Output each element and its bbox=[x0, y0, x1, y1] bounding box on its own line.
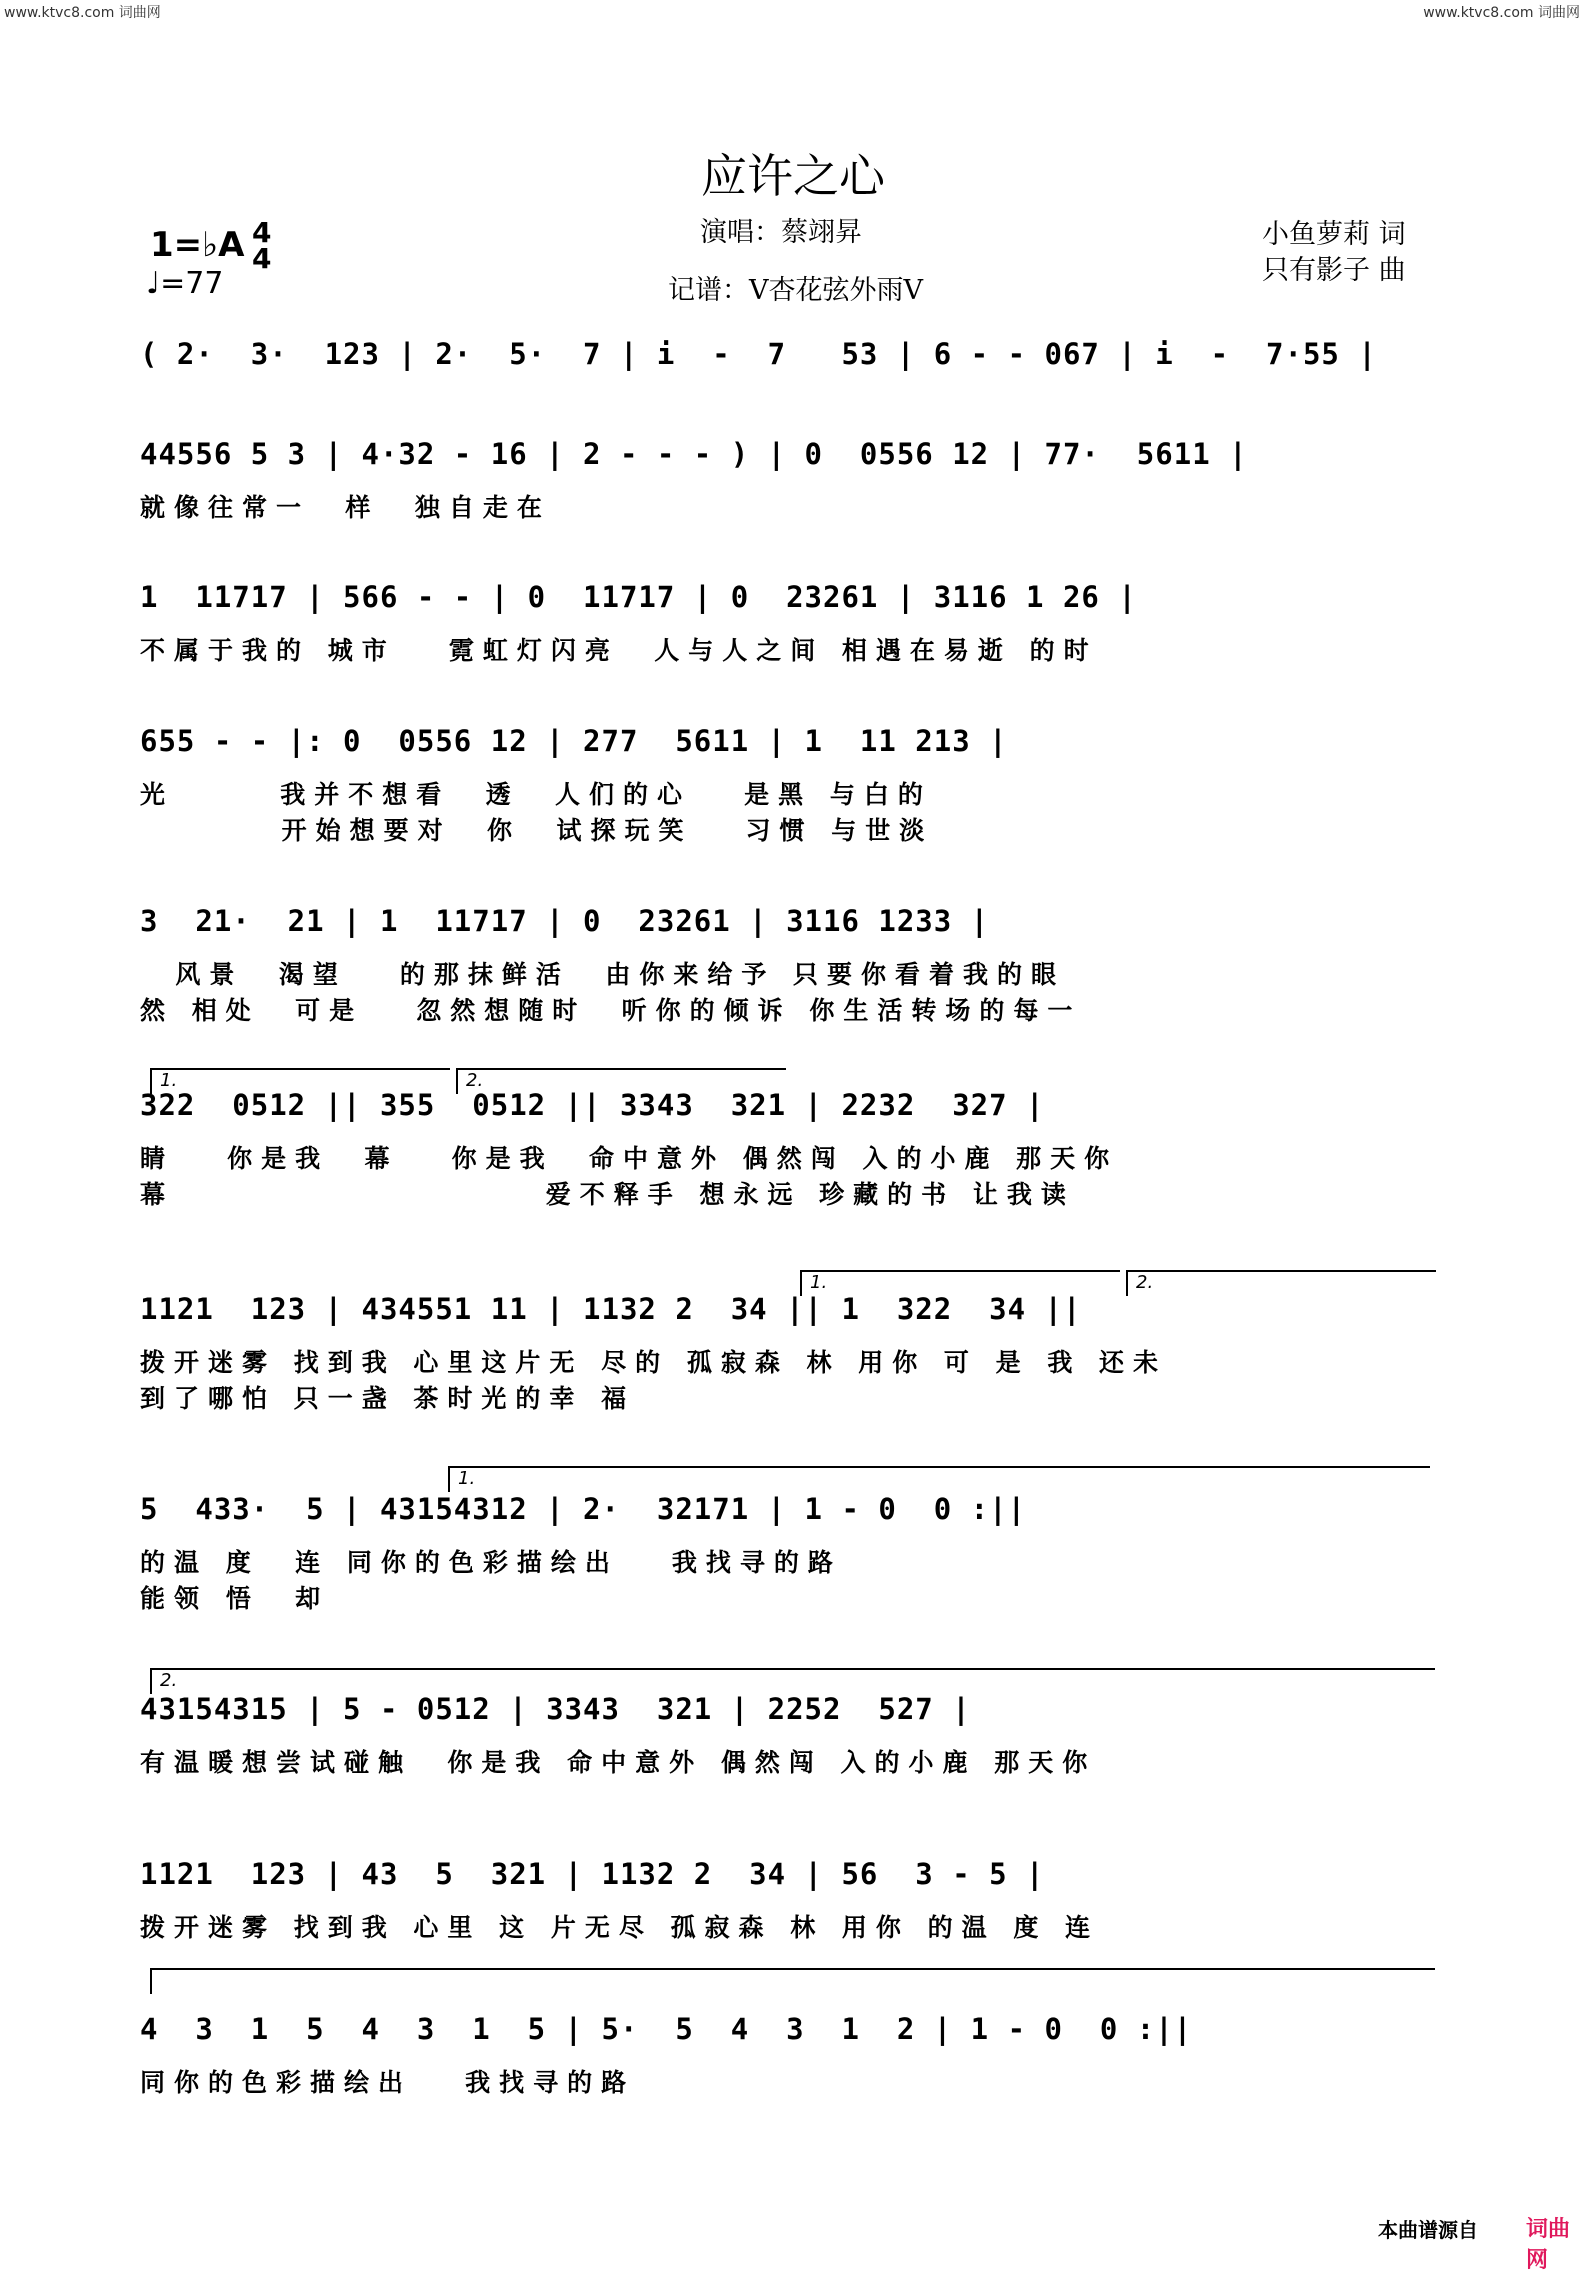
lyrics-verse-1: 不属于我的 城市 霓虹灯闪亮 人与人之间 相遇在易逝 的时 bbox=[140, 636, 1098, 665]
key-signature: 1=♭A bbox=[150, 225, 245, 265]
jianpu-notes: 655 - - |: 0 0556 12 | 277 5611 | 1 11 213 | bbox=[140, 724, 1008, 758]
jianpu-notes: 1 11717 | 566 - - | 0 11717 | 0 23261 | 3116 1 26 | bbox=[140, 580, 1137, 614]
lyrics-verse-1: 风景 渴望 的那抹鲜活 由你来给予 只要你看着我的眼 bbox=[140, 960, 1066, 989]
footer-source: 本曲谱源自 bbox=[1378, 2218, 1478, 2242]
lyricist-credit: 小鱼萝莉 词 bbox=[1262, 219, 1406, 250]
lyrics-verse-1: 拨开迷雾 找到我 心里这片无 尽的 孤寂森 林 用你 可 是 我 还未 bbox=[140, 1348, 1168, 1377]
volta-first-1: 1. bbox=[150, 1068, 450, 1094]
lyrics-verse-2: 幕 爱不释手 想永远 珍藏的书 让我读 bbox=[140, 1180, 1075, 1209]
lyrics-verse-1: 光 我并不想看 透 人们的心 是黑 与白的 bbox=[140, 780, 932, 809]
jianpu-notes: 44556 5 3 | 4·32 - 16 | 2 - - - ) | 0 0556 12 | 77· 5611 | bbox=[140, 437, 1248, 471]
lyrics-verse-1: 睛 你是我 幕 你是我 命中意外 偶然闯 入的小鹿 那天你 bbox=[140, 1144, 1119, 1173]
lyrics-verse-1: 有温暖想尝试碰触 你是我 命中意外 偶然闯 入的小鹿 那天你 bbox=[140, 1748, 1097, 1777]
site-watermark-left: www.ktvc8.com 词曲网 bbox=[4, 5, 161, 21]
lyrics-verse-1: 就像往常一 样 独自走在 bbox=[140, 493, 551, 522]
jianpu-notes: 3 21· 21 | 1 11717 | 0 23261 | 3116 1233 | bbox=[140, 904, 990, 938]
site-watermark-right: www.ktvc8.com 词曲网 bbox=[1423, 5, 1580, 21]
transcriber-credit: 记谱：V杏花弦外雨V bbox=[668, 275, 923, 306]
lyrics-verse-2: 到了哪怕 只一盏 茶时光的幸 福 bbox=[140, 1384, 636, 1413]
footer-logo: 词曲网 bbox=[1526, 2217, 1571, 2273]
composer-credit: 只有影子 曲 bbox=[1262, 255, 1406, 286]
jianpu-notes: 1121 123 | 434551 11 | 1132 2 34 || 1 322 34 || bbox=[140, 1292, 1082, 1326]
lyrics-verse-1: 同你的色彩描绘出 我找寻的路 bbox=[140, 2068, 636, 2097]
volta-bracket-4 bbox=[150, 1968, 1435, 1994]
volta-second-2: 2. bbox=[1126, 1270, 1436, 1296]
jianpu-notes: 1121 123 | 43 5 321 | 1132 2 34 | 56 3 - 5 | bbox=[140, 1857, 1045, 1891]
volta-first-3: 1. bbox=[448, 1466, 1430, 1492]
jianpu-notes: ( 2· 3· 123 | 2· 5· 7 | i - 7 53 | 6 - - 067 | i - 7·55 | bbox=[140, 337, 1377, 371]
time-signature-bottom: 4 bbox=[252, 242, 272, 275]
singer-credit: 演唱：蔡翊昇 bbox=[700, 217, 862, 248]
jianpu-notes: 4 3 1 5 4 3 1 5 | 5· 5 4 3 1 2 | 1 - 0 0 :|| bbox=[140, 2012, 1193, 2046]
time-signature-top: 4 bbox=[252, 216, 272, 249]
lyrics-verse-1: 的温 度 连 同你的色彩描绘出 我找寻的路 bbox=[140, 1548, 842, 1577]
song-title: 应许之心 bbox=[701, 149, 885, 203]
volta-first-2: 1. bbox=[800, 1270, 1120, 1296]
volta-second-1: 2. bbox=[456, 1068, 786, 1094]
jianpu-notes: 43154315 | 5 - 0512 | 3343 321 | 2252 527 | bbox=[140, 1692, 971, 1726]
jianpu-notes: 322 0512 || 355 0512 || 3343 321 | 2232 327 | bbox=[140, 1088, 1045, 1122]
time-signature bbox=[252, 216, 272, 275]
lyrics-verse-2: 开始想要对 你 试探玩笑 习惯 与世淡 bbox=[140, 816, 934, 845]
lyrics-verse-2: 然 相处 可是 忽然想随时 听你的倾诉 你生活转场的每一 bbox=[140, 996, 1082, 1025]
lyrics-verse-1: 拨开迷雾 找到我 心里 这 片无尽 孤寂森 林 用你 的温 度 连 bbox=[140, 1913, 1100, 1942]
lyrics-verse-2: 能领 悟 却 bbox=[140, 1584, 330, 1613]
tempo-marking: ♩=77 bbox=[146, 266, 224, 301]
jianpu-notes: 5 433· 5 | 43154312 | 2· 32171 | 1 - 0 0 :|| bbox=[140, 1492, 1027, 1526]
volta-second-3: 2. bbox=[150, 1668, 1435, 1694]
